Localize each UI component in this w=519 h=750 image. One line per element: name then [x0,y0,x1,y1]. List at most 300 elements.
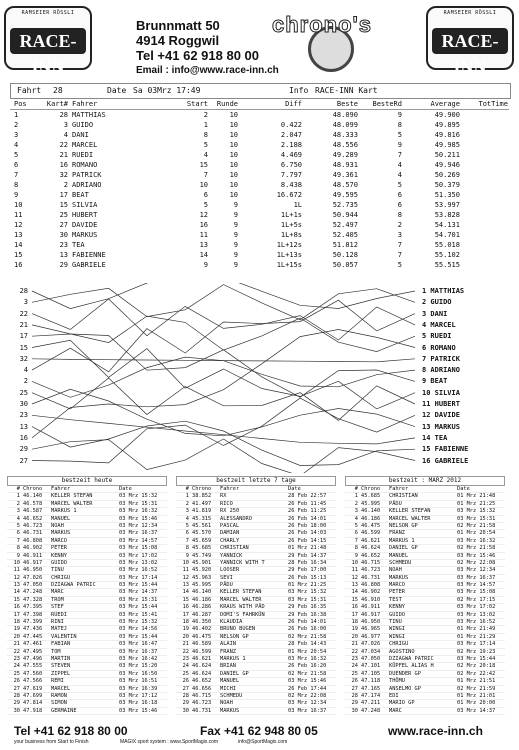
table-row-cell: 15 [351,596,358,603]
table-row [345,686,505,693]
table-row-cell: 02 Mrz 21:58 [457,522,496,529]
table-row-cell: KENNY [389,604,405,611]
table-row-cell: 02 Mrz 19:23 [457,648,496,655]
graph-start-label: 30 [19,400,28,408]
results-row-cell: 50.057 [332,261,358,269]
table-row-cell: 46.652 [361,552,381,559]
table-row-cell: NELSON GP [389,522,418,529]
results-row-cell: 10 [229,121,238,129]
results-row-cell: 1L+8s [280,231,302,239]
results-row-cell: 2.047 [280,131,302,139]
table-row [7,501,167,508]
results-row-cell: 7.797 [280,171,302,179]
results-row-cell: 6.750 [280,161,302,169]
results-row-cell: 9 [233,261,238,269]
results-row-cell: 4 [14,141,19,149]
table-row-cell: 03 Mrz 15:44 [119,604,158,611]
results-row-cell: 51.812 [332,241,358,249]
table-row-cell: 46.731 [192,707,212,714]
results-row-cell: MARCEL [72,141,98,149]
results-row [10,201,509,210]
results-row-cell: 6 [397,201,402,209]
table-row-cell: 20 [182,633,189,640]
table-row-cell: MANUEL [389,552,409,559]
results-row-cell: 54.701 [434,231,460,239]
position-line [32,334,415,397]
table-row [7,508,167,515]
results-row-cell: 9 [397,141,402,149]
table-row-cell: 01 Mrz 21:25 [288,582,327,589]
results-row-cell: 49.895 [434,121,460,129]
table-row [345,671,505,678]
results-header-cell: Runde [216,100,238,108]
table-row [345,612,505,619]
fahrt-label: Fahrt [17,86,42,95]
table-row-cell: 46.652 [192,678,212,685]
table-row-cell: 01 Mrz 21:25 [457,500,496,507]
results-row-cell: 1L+1s [280,211,302,219]
table-header-cell: Fahrer [51,486,71,492]
position-line [32,283,415,309]
table-row [176,626,336,633]
table-row-cell: 15 [13,596,20,603]
table-row-cell: CHRIGU [51,574,71,581]
graph-finish-label: 8 ADRIANO [422,366,460,375]
results-row-cell: 50.211 [434,151,460,159]
table-row-cell: 03 Mrz 17:02 [119,552,158,559]
table-row-cell: 01 Mrz 21:51 [457,678,496,685]
table-row-cell: 20 [351,633,358,640]
table-row-cell: 02 Mrz 22:08 [457,559,496,566]
table-row-cell: 24 [182,663,189,670]
results-row-cell: 52.405 [332,231,358,239]
info-label: Info [289,86,309,95]
table-row-cell: 47.026 [361,641,381,648]
table-row-cell: 03 Mrz 16:50 [119,670,158,677]
table-row-cell: 02 Mrz 21:58 [457,545,496,552]
table-row-cell: 03 Mrz 17:12 [119,692,158,699]
table-row-cell: 8 [16,545,20,552]
table-row-cell: DZIAGWA PATRIC [389,655,434,662]
results-row-cell: 5 [203,141,208,149]
results-row-cell: 12 [199,211,208,219]
results-row-cell: 2.188 [280,141,302,149]
table-row [7,560,167,567]
table-title: bestzeit letzte 7 tage [176,476,336,486]
table-row-cell: 46.599 [192,648,212,655]
graph-finish-label: 13 MARKUS [422,422,460,431]
results-row-cell: GABRIELE [72,261,106,269]
table-row-cell: NOAH [389,567,402,574]
table-row-cell: 03 Mrz 13:02 [119,559,158,566]
table-row-cell: 47.445 [23,633,43,640]
table-row-cell: GUIDO [51,559,67,566]
results-row-cell: 2 [14,121,19,129]
table-header [345,486,505,493]
table-row-cell: PETER [51,545,67,552]
table-row-cell: 03 Mrz 16:37 [457,574,496,581]
table-row-cell: 5 [185,522,189,529]
results-row-cell: 1L+12s [276,241,302,249]
table-row-cell: 03 Mrz 16:37 [288,707,327,714]
table-row-cell: MATEJ [51,626,67,633]
table-row-cell: 29 Feb 17:00 [288,567,327,574]
results-row-cell: 55.102 [434,251,460,259]
table-row-cell: 47.436 [23,626,43,633]
graph-finish-label: 10 SILVIA [422,388,460,397]
table-row-cell: 8 [185,545,189,552]
table-row-cell: FABIAN [51,641,71,648]
graph-finish-label: 2 GUIDO [422,298,452,307]
results-row [10,131,509,140]
table-row [345,523,505,530]
results-row-cell: 49.985 [434,141,460,149]
results-row-cell: 23 [59,241,68,249]
table-row-cell: 4 [185,515,189,522]
table-row-cell: 18 [13,619,20,626]
results-row-cell: 16.672 [276,191,302,199]
results-row-cell: 16 [199,221,208,229]
table-row-cell: MANUEL [51,515,71,522]
table-row-cell: 03 Mrz 15:46 [457,552,496,559]
results-row-cell: 10 [229,181,238,189]
table-row [345,567,505,574]
table-row-cell: SCHMEDU [389,559,412,566]
table-row [7,612,167,619]
table-row [176,671,336,678]
results-row-cell: 4 [203,151,208,159]
table-row-cell: 47.918 [23,707,43,714]
results-row-cell: 14 [14,241,23,249]
results-row-cell: 53.828 [434,211,460,219]
table-row-cell: 46.186 [192,596,212,603]
table-row-cell: MARKUS 1 [389,537,415,544]
table-row-cell: 41.497 [192,500,212,507]
table-row-cell: 1 [185,493,189,500]
table-row-cell: 03 Mrz 16:39 [119,685,158,692]
table-row-cell: 46.624 [192,663,212,670]
table-row-cell: 10 [13,559,20,566]
table-row-cell: 46.902 [361,589,381,596]
graph-finish-label: 4 MARCEL [422,320,456,329]
table-row-cell: 03 Mrz 15:31 [119,500,158,507]
table-row-cell: 03 Mrz 12:34 [119,522,158,529]
table-row-cell: 01 Mrz 20:00 [457,700,496,707]
table-row-cell: TINU [389,619,402,626]
table-row-cell: 47.165 [361,685,381,692]
footer-website[interactable]: www.race-inn.ch [388,724,483,738]
table-row [176,501,336,508]
results-row-cell: 6 [203,191,208,199]
table-row-cell: SCHMEDU [220,692,243,699]
results-row-cell: 15 [199,161,208,169]
results-row-cell: 4 [397,161,402,169]
footer-slogan: your business from Start to Finish [14,739,89,745]
results-row-cell: 6 [14,161,19,169]
graph-finish-label: 16 GABRIELE [422,456,469,465]
table-row [7,582,167,589]
graph-start-label: 29 [19,445,28,454]
results-row-cell: 21 [59,151,68,159]
results-row-cell: 28 [59,111,68,119]
table-row-cell: 14 [13,589,20,596]
table-row [176,686,336,693]
table-row [176,589,336,596]
table-row-cell: 26 Feb 17:44 [288,685,327,692]
table-row-cell: 26 Feb 16:00 [288,626,327,633]
results-row-cell: 4 [397,171,402,179]
table-row [176,553,336,560]
table-row-cell: MARKUS 1 [51,508,77,515]
table-row-cell: 47.026 [23,574,43,581]
table-row-cell: 7 [16,537,20,544]
results-row-cell: 9 [233,211,238,219]
position-line [32,389,415,436]
date-value: Sa 03Mrz 17:49 [133,86,201,95]
table-row-cell: KÜPFEL ALIAS H [389,663,434,670]
table-row-cell: 30 [182,707,189,714]
results-header-cell: Kart# [46,100,68,108]
table-row-cell: 18 [182,619,189,626]
table-row [345,493,505,500]
table-row-cell: 03 Mrz 16:32 [119,508,158,515]
graph-finish-label: 14 TEA [422,433,448,442]
table-row-cell: 28 [182,692,189,699]
table-row-cell: 46.287 [192,611,212,618]
table-row [176,656,336,663]
table-row-cell: 1 [16,493,20,500]
table-row-cell: 19 [351,626,358,633]
table-row-cell: 46.950 [23,567,43,574]
table-row-cell: 16 [182,604,189,611]
table-row-cell: 6 [16,530,20,537]
results-row [10,261,509,270]
table-row-cell: KRAUS WITH PÄD [220,604,265,611]
graph-start-label: 32 [19,354,28,363]
graph-finish-label: 3 DANI [422,309,448,318]
table-row [7,523,167,530]
table-row [345,634,505,641]
table-row-cell: 47.248 [23,589,43,596]
results-row-cell: 1L+5s [280,221,302,229]
results-row-cell: 3 [397,231,402,239]
table-row-cell: 45.659 [192,537,212,544]
table-row-cell: 30 [13,707,20,714]
table-row-cell: 46.589 [192,641,212,648]
results-row-cell: 3 [63,121,68,129]
results-row-cell: 4.469 [280,151,302,159]
results-row-cell: 16 [14,261,23,269]
table-row-cell: KELLER STEFAN [389,508,431,515]
address-line2: 4914 Roggwil [136,33,220,48]
table-row-cell: 12 [182,574,189,581]
table-row [345,678,505,685]
table-row [176,619,336,626]
results-row-cell: 10 [229,111,238,119]
table-row-cell: 26 Feb 11:25 [288,508,327,515]
table-row-cell: 03 Mrz 15:08 [457,589,496,596]
table-header-cell: Chrono [361,486,381,492]
table-row-cell: 17 [182,611,189,618]
table-row-cell: 9 [185,552,189,559]
table-row-cell: 03 Mrz 16:32 [457,537,496,544]
table-row-cell: YANNICK [220,552,243,559]
results-row-cell: 25 [59,211,68,219]
table-row-cell: 46.911 [23,552,43,559]
results-row-cell: 51.350 [434,191,460,199]
table-row-cell: 03 Mrz 15:31 [288,596,327,603]
results-row [10,141,509,150]
table-row-cell: 01 Mrz 21:48 [457,493,496,500]
table-row-cell: NOAH [51,522,64,529]
logo-text: RACE-INN [432,28,508,54]
graph-finish-label: 9 BEAT [422,377,448,386]
table-row-cell: 46.808 [23,537,43,544]
table-row-cell: STEF [51,604,64,611]
table-row [7,597,167,604]
table-row-cell: MICHI [220,685,236,692]
table-row-cell: 10 [351,559,358,566]
table-row-cell: 46.286 [192,604,212,611]
results-row-cell: 1L+15s [276,261,302,269]
footer-fax: Fax +41 62 948 80 05 [200,724,318,738]
table-row [7,700,167,707]
table-row-cell: EDI [389,692,399,699]
table-row-cell: 4 [354,515,358,522]
table-row-cell: MANUEL [220,678,240,685]
results-row-cell: 13 [59,251,68,259]
table-row-cell: 03 Mrz 15:41 [119,611,158,618]
table-row-cell: 24 [351,663,358,670]
results-row-cell: 49.946 [434,161,460,169]
position-line [32,415,415,444]
table-row-cell: 03 Mrz 15:44 [119,633,158,640]
table-row [345,589,505,596]
position-line [32,316,415,352]
position-line [32,439,415,473]
table-row-cell: 22 [351,648,358,655]
table-row-cell: KLAUDIA [220,619,243,626]
results-row-cell: 5 [397,181,402,189]
results-row-cell: 52.497 [332,221,358,229]
graph-finish-label: 12 DAVIDE [422,411,460,420]
table-row-cell: 45.685 [192,545,212,552]
table-row-cell: 46.723 [361,567,381,574]
table-row [7,641,167,648]
table-row-cell: TINU [51,567,64,574]
results-row-cell: HUBERT [72,211,98,219]
table-header-cell: # [185,486,189,492]
table-row-cell: 23 [13,655,20,662]
footer-phone: Tel +41 62 918 80 00 [14,724,128,738]
table-row-cell: 03 Mrz 14:57 [457,582,496,589]
results-row [10,231,509,240]
table-row-cell: 12 [351,574,358,581]
table-row-cell: 26 Feb 14:01 [288,515,327,522]
table-row-cell: PETER [389,589,405,596]
table-row-cell: MARIO GP [389,700,415,707]
table-row-cell: 47.395 [23,604,43,611]
results-row-cell: 1 [203,121,208,129]
table-row-cell: 01 Mrz 21:48 [288,545,327,552]
table-row-cell: 03 Mrz 17:02 [457,604,496,611]
table-row-cell: 46.140 [23,493,43,500]
position-line [32,299,415,340]
results-row-cell: 11 [199,231,208,239]
results-row-cell: 48.570 [332,181,358,189]
table-row [7,656,167,663]
table-row-cell: 03 Mrz 15:32 [288,589,327,596]
table-row-cell: 46.621 [192,655,212,662]
footer [0,722,519,750]
results-row-cell: 10 [199,181,208,189]
table-row-cell: 21 [351,641,358,648]
position-line [32,398,415,463]
graph-start-label: 16 [19,433,28,442]
table-row-cell: 2 [16,500,20,507]
results-row-cell: TEA [72,241,85,249]
results-row-cell: 4 [63,131,68,139]
results-row [10,191,509,200]
table-row [345,641,505,648]
table-row-cell: 47.050 [23,582,43,589]
table-row-cell: 7 [354,537,358,544]
table-row-cell: 29 Feb 16:35 [288,604,327,611]
results-row-cell: 17 [59,191,68,199]
results-row-cell: 1L+13s [276,251,302,259]
results-row-cell: 16 [59,161,68,169]
results-row-cell: 49.361 [332,171,358,179]
results-row-cell: 49.900 [434,111,460,119]
results-row-cell: 7 [397,241,402,249]
table-row-cell: TEST [389,596,402,603]
results-row-cell: 48.931 [332,161,358,169]
table-row [345,501,505,508]
table-row-cell: 19 [13,626,20,633]
table-row-cell: 46.715 [361,559,381,566]
table-row-cell: 45.995 [192,582,212,589]
table-row-cell: TOM [51,648,61,655]
table-row-cell: 27 [351,685,358,692]
table-row-cell: 03 Mrz 14:37 [119,589,158,596]
results-row-cell: GUIDO [72,121,94,129]
results-header-cell: Fahrer [72,100,98,108]
graph-start-label: 4 [23,366,28,375]
table-row-cell: 45.749 [192,552,212,559]
results-row-cell: 48.099 [332,121,358,129]
table-row-cell: 01 Mrz 21:49 [457,626,496,633]
results-row-cell: 8 [397,211,402,219]
table-row [7,567,167,574]
race-info-bar [10,83,511,99]
graph-start-label: 13 [19,422,28,431]
table-header-cell: Date [288,486,301,492]
results-row-cell: 14 [199,251,208,259]
table-row-cell: 46.808 [361,582,381,589]
results-row [10,161,509,170]
table-row-cell: 26 Feb 11:45 [288,500,327,507]
table-row-cell: 03 Mrz 13:02 [457,611,496,618]
results-row-cell: 52.735 [332,201,358,209]
table-row-cell: WINGI [389,633,405,640]
date-label: Date [107,86,127,95]
table-row [7,626,167,633]
table-row-cell: 26 Feb 16:20 [288,663,327,670]
table-header-cell: Chrono [192,486,212,492]
results-row-cell: 9 [14,191,19,199]
table-row [7,693,167,700]
table-row-cell: 03 Mrz 15:46 [119,515,158,522]
